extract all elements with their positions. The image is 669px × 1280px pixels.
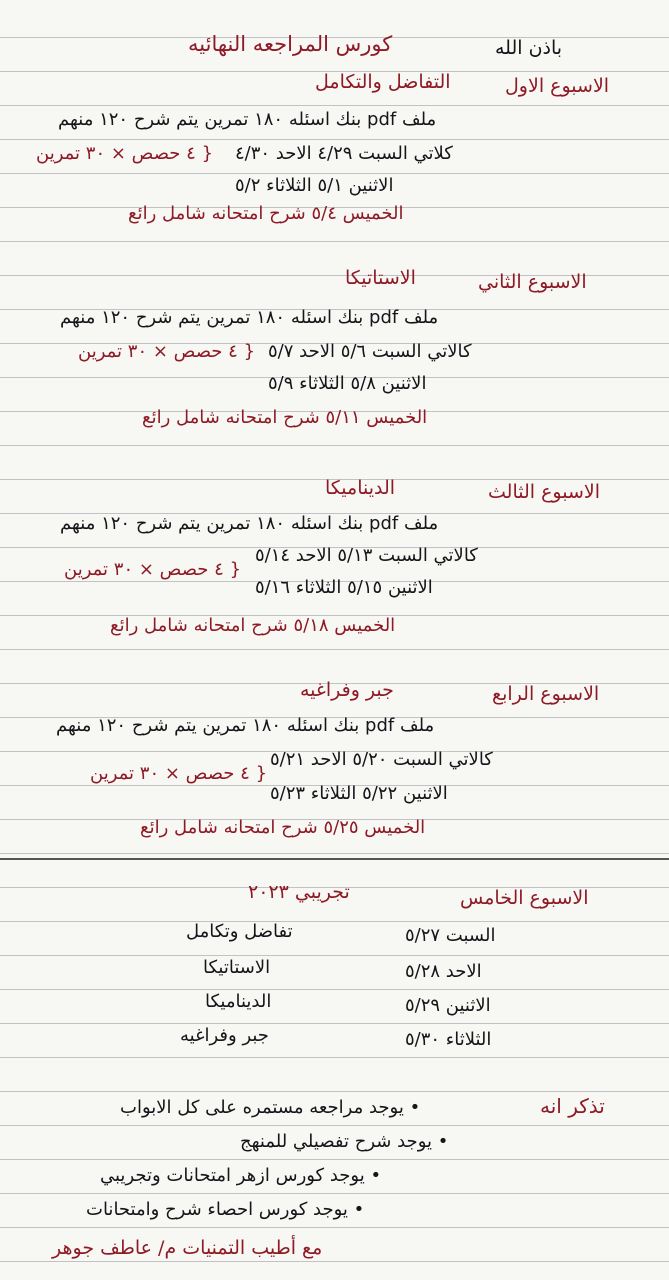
bullet-icon: • <box>437 1131 449 1152</box>
exam-subject: جبر وفراغيه <box>180 1025 269 1046</box>
week-topic: جبر وفراغيه <box>300 679 394 701</box>
schedule-row-2: الاثنين ٥/١ الثلاثاء ٥/٢ <box>235 175 394 196</box>
week-heading: الاسبوع الخامس <box>460 887 589 909</box>
notes-label: تذكر انه <box>540 1094 605 1118</box>
schedule-row-1: كلاتي السبت ٤/٢٩ الاحد ٤/٣٠ <box>235 143 453 164</box>
schedule-row-1: كالاتي السبت ٥/٦ الاحد ٥/٧ <box>268 341 472 362</box>
exam-subject: الديناميكا <box>205 991 272 1012</box>
week-heading: الاسبوع الثالث <box>488 481 600 503</box>
schedule-row-3: الخميس ٥/١٨ شرح امتحانه شامل رائع <box>110 615 396 636</box>
note-text: يوجد مراجعه مستمره على كل الابواب <box>120 1097 404 1118</box>
note-text: يوجد شرح تفصيلي للمنهج <box>240 1131 432 1152</box>
note-text: يوجد كورس احصاء شرح وامتحانات <box>86 1199 348 1220</box>
pdf-line: ملف pdf بنك اسئله ١٨٠ تمرين يتم شرح ١٢٠ منهم <box>56 715 435 736</box>
schedule-row-2: الاثنين ٥/٨ الثلاثاء ٥/٩ <box>268 373 427 394</box>
sessions-bracket: { ٤ حصص × ٣٠ تمرين <box>36 143 214 164</box>
exam-subject: الاستاتيكا <box>203 957 271 978</box>
note-item <box>86 1196 364 1224</box>
week-topic: التفاضل والتكامل <box>315 71 451 93</box>
sessions-bracket: { ٤ حصص × ٣٠ تمرين <box>64 559 242 580</box>
note-item <box>100 1162 381 1190</box>
bullet-icon: • <box>370 1165 382 1186</box>
schedule-row-2: الاثنين ٥/٢٢ الثلاثاء ٥/٢٣ <box>270 783 448 804</box>
schedule-row-3: الخميس ٥/١١ شرح امتحانه شامل رائع <box>142 407 428 428</box>
schedule-row-3: الخميس ٥/٤ شرح امتحانه شامل رائع <box>128 203 404 224</box>
schedule-row-3: الخميس ٥/٢٥ شرح امتحانه شامل رائع <box>140 817 426 838</box>
sessions-bracket: { ٤ حصص × ٣٠ تمرين <box>90 763 268 784</box>
week-heading: الاسبوع الاول <box>505 75 610 97</box>
bullet-icon: • <box>353 1199 365 1220</box>
schedule-row-1: كالاتي السبت ٥/٢٠ الاحد ٥/٢١ <box>270 749 493 770</box>
pdf-line: ملف pdf بنك اسئله ١٨٠ تمرين يتم شرح ١٢٠ منهم <box>58 109 437 130</box>
week-heading: الاسبوع الرابع <box>492 683 600 705</box>
exam-day: الثلاثاء ٥/٣٠ <box>405 1029 492 1050</box>
note-text: يوجد كورس ازهر امتحانات وتجريبي <box>100 1165 365 1186</box>
page-divider <box>0 858 669 860</box>
sessions-bracket: { ٤ حصص × ٣٠ تمرين <box>78 341 256 362</box>
page-title: كورس المراجعه النهائيه <box>188 32 393 56</box>
week-topic: الاستاتيكا <box>345 267 416 289</box>
schedule-row-1: كالاتي السبت ٥/١٣ الاحد ٥/١٤ <box>255 545 478 566</box>
bullet-icon: • <box>409 1097 421 1118</box>
signature: مع أطيب التمنيات م/ عاطف جوهر <box>52 1237 323 1259</box>
exam-day: الاحد ٥/٢٨ <box>405 961 482 982</box>
exam-day: السبت ٥/٢٧ <box>405 925 496 946</box>
note-item <box>120 1094 420 1122</box>
exam-day: الاثنين ٥/٢٩ <box>405 995 491 1016</box>
exam-subject: تفاضل وتكامل <box>186 921 293 942</box>
schedule-row-2: الاثنين ٥/١٥ الثلاثاء ٥/١٦ <box>255 577 433 598</box>
week-heading: الاسبوع الثاني <box>478 271 587 293</box>
pdf-line: ملف pdf بنك اسئله ١٨٠ تمرين يتم شرح ١٢٠ منهم <box>60 307 439 328</box>
pdf-line: ملف pdf بنك اسئله ١٨٠ تمرين يتم شرح ١٢٠ منهم <box>60 513 439 534</box>
week-topic: الديناميكا <box>325 477 396 499</box>
note-item <box>240 1128 448 1156</box>
week-topic: تجريبي ٢٠٢٣ <box>248 881 350 903</box>
basmala: باذن الله <box>495 37 563 59</box>
